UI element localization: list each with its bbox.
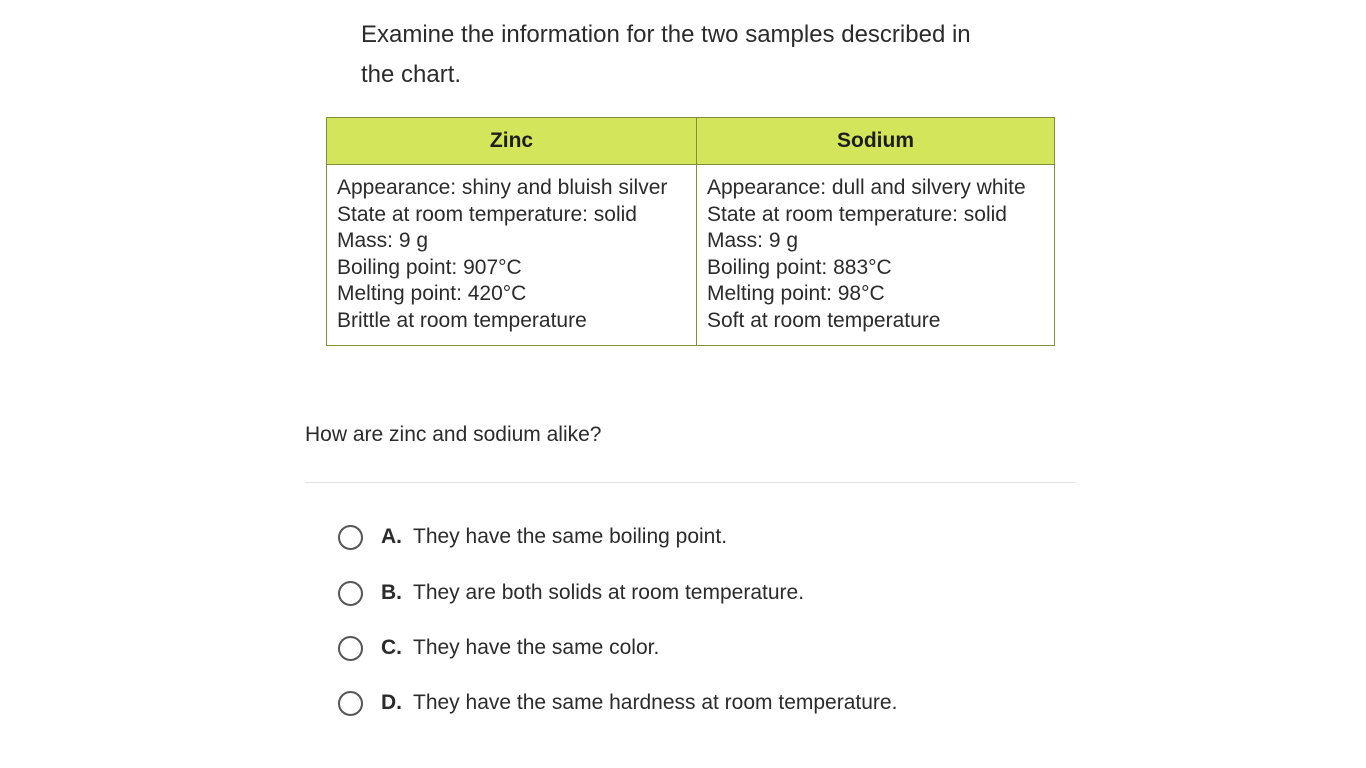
sodium-header: Sodium [697,118,1055,165]
answer-choice-a[interactable] [338,517,727,557]
choice-text: They have the same boiling point. [413,525,728,548]
choice-letter: A. [381,525,402,548]
choice-letter: D. [381,691,402,714]
choice-text: They have the same color. [413,636,660,659]
intro-line-2: the chart. [361,61,462,88]
samples-table [326,117,1055,346]
zinc-melting-point: Melting point: 420°C [337,282,527,306]
answer-choice-b[interactable] [338,573,804,613]
zinc-appearance: Appearance: shiny and bluish silver [337,176,668,199]
answer-choice-d[interactable] [338,683,897,723]
intro-text [361,15,1041,95]
radio-icon[interactable] [338,581,363,606]
zinc-hardness: Brittle at room temperature [337,308,587,332]
choice-letter: C. [381,636,402,659]
table-header-row [327,118,1055,165]
sodium-melting-point: Melting point: 98°C [707,282,885,306]
question-text: How are zinc and sodium alike? [305,423,602,446]
radio-icon[interactable] [338,636,363,661]
zinc-state: State at room temperature: solid [337,202,637,226]
table-row [327,165,1055,346]
sodium-mass: Mass: 9 g [707,229,799,253]
sodium-state: State at room temperature: solid [707,202,1007,226]
sodium-properties-cell [697,165,1055,346]
choice-text: They have the same hardness at room temperature. [413,691,898,714]
radio-icon[interactable] [338,691,363,716]
choice-letter: B. [381,581,402,604]
sodium-appearance: Appearance: dull and silvery white [707,176,1026,199]
zinc-properties-cell [327,165,697,346]
zinc-mass: Mass: 9 g [337,229,429,253]
divider [305,482,1075,483]
answer-choice-c[interactable] [338,628,659,668]
zinc-header: Zinc [327,118,697,165]
choice-text: They are both solids at room temperature. [413,581,805,604]
sodium-hardness: Soft at room temperature [707,308,941,332]
zinc-boiling-point: Boiling point: 907°C [337,255,522,279]
intro-line-1: Examine the information for the two samples described in [361,21,971,48]
sodium-boiling-point: Boiling point: 883°C [707,255,892,279]
radio-icon[interactable] [338,525,363,550]
